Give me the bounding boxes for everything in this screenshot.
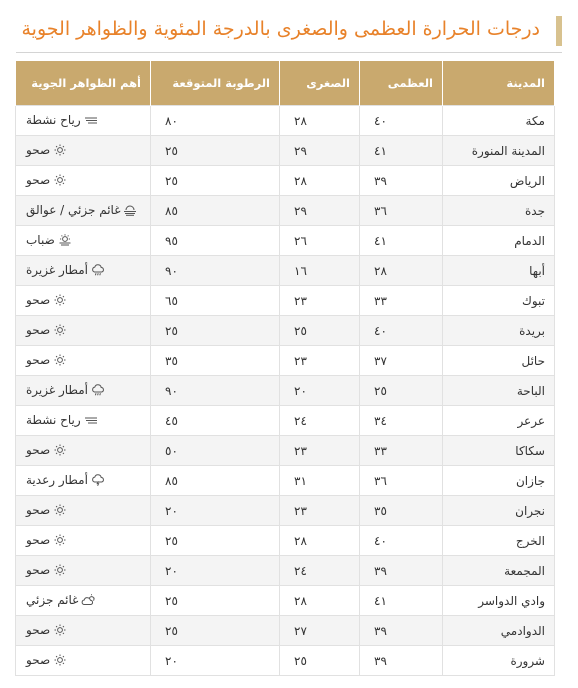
phenomena-content bbox=[26, 383, 105, 397]
table-row bbox=[16, 496, 555, 526]
cell-humidity: ٢٥ bbox=[151, 526, 280, 556]
table-row bbox=[16, 316, 555, 346]
cell-humidity: ٨٠ bbox=[151, 106, 280, 136]
cell-city: الدمام bbox=[443, 226, 555, 256]
cell-city: شرورة bbox=[443, 646, 555, 676]
cell-city: الباحة bbox=[443, 376, 555, 406]
cell-humidity: ٢٠ bbox=[151, 496, 280, 526]
table-row bbox=[16, 646, 555, 676]
wind-icon bbox=[84, 414, 98, 426]
cell-city: نجران bbox=[443, 496, 555, 526]
cell-humidity: ٨٥ bbox=[151, 196, 280, 226]
cell-max: ٣٩ bbox=[360, 166, 443, 196]
cell-phenomena bbox=[16, 496, 151, 526]
phenomena-label: رياح نشطة bbox=[26, 412, 81, 427]
cell-phenomena bbox=[16, 526, 151, 556]
cell-phenomena bbox=[16, 136, 151, 166]
cell-phenomena bbox=[16, 406, 151, 436]
sun-icon bbox=[53, 324, 67, 336]
phenomena-content bbox=[26, 593, 95, 607]
cell-phenomena bbox=[16, 346, 151, 376]
cell-min: ٢٤ bbox=[280, 406, 360, 436]
cell-city: الدوادمي bbox=[443, 616, 555, 646]
cell-city: جازان bbox=[443, 466, 555, 496]
table-row bbox=[16, 376, 555, 406]
table-row bbox=[16, 256, 555, 286]
table-row bbox=[16, 136, 555, 166]
partly-cloudy-icon bbox=[81, 594, 95, 606]
cell-max: ٤١ bbox=[360, 136, 443, 166]
title-accent-bar bbox=[556, 16, 562, 46]
cell-phenomena bbox=[16, 436, 151, 466]
cell-phenomena bbox=[16, 586, 151, 616]
header-phenomena: أهم الظواهر الجوية bbox=[16, 61, 151, 106]
phenomena-label: صحو bbox=[26, 622, 51, 637]
sun-icon bbox=[53, 294, 67, 306]
cell-city: وادي الدواسر bbox=[443, 586, 555, 616]
cell-max: ٤١ bbox=[360, 586, 443, 616]
cell-max: ٣٦ bbox=[360, 466, 443, 496]
cell-min: ٢٣ bbox=[280, 286, 360, 316]
table-row bbox=[16, 586, 555, 616]
cell-max: ٤٠ bbox=[360, 526, 443, 556]
rain-cloud-icon bbox=[91, 384, 105, 396]
cell-max: ٣٩ bbox=[360, 556, 443, 586]
cell-max: ٢٨ bbox=[360, 256, 443, 286]
page-title: درجات الحرارة العظمى والصغرى بالدرجة المئوية والظواهر الجوية bbox=[21, 18, 540, 40]
cell-min: ٢٩ bbox=[280, 136, 360, 166]
phenomena-content bbox=[26, 563, 67, 577]
phenomena-label: ضباب bbox=[26, 232, 55, 247]
cell-phenomena bbox=[16, 226, 151, 256]
cell-humidity: ٤٥ bbox=[151, 406, 280, 436]
cell-humidity: ٢٥ bbox=[151, 616, 280, 646]
sun-icon bbox=[53, 534, 67, 546]
cell-min: ٢٣ bbox=[280, 436, 360, 466]
cell-city: بريدة bbox=[443, 316, 555, 346]
table-row bbox=[16, 106, 555, 136]
table-row bbox=[16, 346, 555, 376]
cell-humidity: ٢٠ bbox=[151, 646, 280, 676]
cell-city: حائل bbox=[443, 346, 555, 376]
phenomena-label: صحو bbox=[26, 502, 51, 517]
phenomena-content bbox=[26, 323, 67, 337]
phenomena-content bbox=[26, 533, 67, 547]
cell-min: ٢٨ bbox=[280, 166, 360, 196]
cell-phenomena bbox=[16, 166, 151, 196]
cell-min: ٣١ bbox=[280, 466, 360, 496]
header-city: المدينة bbox=[443, 61, 555, 106]
cell-city: عرعر bbox=[443, 406, 555, 436]
cell-max: ٣٣ bbox=[360, 286, 443, 316]
table-row bbox=[16, 226, 555, 256]
cell-min: ٢٥ bbox=[280, 646, 360, 676]
sun-icon bbox=[53, 144, 67, 156]
phenomena-content bbox=[26, 653, 67, 667]
phenomena-label: غائم جزئي / عوالق bbox=[26, 202, 121, 217]
phenomena-label: صحو bbox=[26, 142, 51, 157]
cell-phenomena bbox=[16, 466, 151, 496]
sun-icon bbox=[53, 444, 67, 456]
cell-city: الرياض bbox=[443, 166, 555, 196]
cell-humidity: ٩٠ bbox=[151, 256, 280, 286]
cell-humidity: ٢٥ bbox=[151, 316, 280, 346]
table-row bbox=[16, 166, 555, 196]
sun-icon bbox=[53, 654, 67, 666]
cell-min: ٢٣ bbox=[280, 346, 360, 376]
cell-city: تبوك bbox=[443, 286, 555, 316]
cell-city: المجمعة bbox=[443, 556, 555, 586]
cell-max: ٣٣ bbox=[360, 436, 443, 466]
cell-humidity: ٢٥ bbox=[151, 166, 280, 196]
cell-phenomena bbox=[16, 256, 151, 286]
sun-icon bbox=[53, 624, 67, 636]
sun-icon bbox=[53, 564, 67, 576]
cell-phenomena bbox=[16, 556, 151, 586]
phenomena-content bbox=[26, 473, 105, 487]
phenomena-content bbox=[26, 233, 72, 247]
phenomena-content bbox=[26, 413, 98, 427]
cell-phenomena bbox=[16, 646, 151, 676]
cell-min: ٢٨ bbox=[280, 526, 360, 556]
header-humidity: الرطوبة المتوقعة bbox=[151, 61, 280, 106]
phenomena-label: صحو bbox=[26, 292, 51, 307]
cell-humidity: ٥٠ bbox=[151, 436, 280, 466]
sun-icon bbox=[53, 504, 67, 516]
cell-max: ٣٩ bbox=[360, 646, 443, 676]
phenomena-content bbox=[26, 113, 98, 127]
fog-icon bbox=[58, 234, 72, 246]
cell-max: ٣٧ bbox=[360, 346, 443, 376]
cell-phenomena bbox=[16, 286, 151, 316]
rain-cloud-icon bbox=[91, 264, 105, 276]
table-row bbox=[16, 466, 555, 496]
phenomena-label: صحو bbox=[26, 352, 51, 367]
phenomena-content bbox=[26, 353, 67, 367]
cell-city: المدينة المنورة bbox=[443, 136, 555, 166]
cell-city: جدة bbox=[443, 196, 555, 226]
table-body bbox=[16, 106, 555, 676]
table-row bbox=[16, 526, 555, 556]
cell-city: أبها bbox=[443, 256, 555, 286]
phenomena-label: أمطار غزيرة bbox=[26, 382, 89, 397]
cell-max: ٢٥ bbox=[360, 376, 443, 406]
phenomena-content bbox=[26, 503, 67, 517]
phenomena-label: صحو bbox=[26, 652, 51, 667]
phenomena-label: رياح نشطة bbox=[26, 112, 81, 127]
haze-icon bbox=[123, 204, 137, 216]
cell-city: الخرج bbox=[443, 526, 555, 556]
phenomena-label: أمطار غزيرة bbox=[26, 262, 89, 277]
table-row bbox=[16, 286, 555, 316]
phenomena-content bbox=[26, 623, 67, 637]
cell-phenomena bbox=[16, 376, 151, 406]
cell-min: ٢٠ bbox=[280, 376, 360, 406]
thunder-cloud-icon bbox=[91, 474, 105, 486]
cell-humidity: ٢٥ bbox=[151, 136, 280, 166]
cell-min: ٢٩ bbox=[280, 196, 360, 226]
table-row bbox=[16, 436, 555, 466]
cell-city: سكاكا bbox=[443, 436, 555, 466]
weather-table bbox=[15, 61, 555, 676]
phenomena-content bbox=[26, 263, 105, 277]
phenomena-label: صحو bbox=[26, 562, 51, 577]
cell-phenomena bbox=[16, 316, 151, 346]
phenomena-content bbox=[26, 443, 67, 457]
cell-min: ٢٨ bbox=[280, 586, 360, 616]
phenomena-label: صحو bbox=[26, 532, 51, 547]
cell-max: ٤٠ bbox=[360, 316, 443, 346]
cell-humidity: ٩٥ bbox=[151, 226, 280, 256]
cell-max: ٣٦ bbox=[360, 196, 443, 226]
wind-icon bbox=[84, 114, 98, 126]
cell-min: ٢٧ bbox=[280, 616, 360, 646]
cell-max: ٤٠ bbox=[360, 106, 443, 136]
cell-humidity: ٢٥ bbox=[151, 586, 280, 616]
cell-phenomena bbox=[16, 616, 151, 646]
cell-humidity: ٩٠ bbox=[151, 376, 280, 406]
cell-max: ٣٥ bbox=[360, 496, 443, 526]
cell-min: ٢٨ bbox=[280, 106, 360, 136]
header-min: الصغرى bbox=[280, 61, 360, 106]
cell-min: ١٦ bbox=[280, 256, 360, 286]
phenomena-label: صحو bbox=[26, 172, 51, 187]
cell-humidity: ٣٥ bbox=[151, 346, 280, 376]
cell-max: ٣٩ bbox=[360, 616, 443, 646]
cell-humidity: ٢٠ bbox=[151, 556, 280, 586]
cell-city: مكة bbox=[443, 106, 555, 136]
table-row bbox=[16, 556, 555, 586]
title-divider bbox=[16, 52, 562, 53]
cell-phenomena bbox=[16, 196, 151, 226]
cell-humidity: ٦٥ bbox=[151, 286, 280, 316]
sun-icon bbox=[53, 354, 67, 366]
phenomena-content bbox=[26, 293, 67, 307]
table-row bbox=[16, 616, 555, 646]
cell-max: ٤١ bbox=[360, 226, 443, 256]
cell-min: ٢٣ bbox=[280, 496, 360, 526]
cell-min: ٢٦ bbox=[280, 226, 360, 256]
phenomena-content bbox=[26, 203, 137, 217]
table-row bbox=[16, 196, 555, 226]
phenomena-label: صحو bbox=[26, 322, 51, 337]
phenomena-label: غائم جزئي bbox=[26, 592, 79, 607]
phenomena-content bbox=[26, 143, 67, 157]
cell-min: ٢٤ bbox=[280, 556, 360, 586]
sun-icon bbox=[53, 174, 67, 186]
header-max: العظمى bbox=[360, 61, 443, 106]
cell-phenomena bbox=[16, 106, 151, 136]
title-row bbox=[16, 14, 562, 52]
cell-max: ٣٤ bbox=[360, 406, 443, 436]
phenomena-label: أمطار رعدية bbox=[26, 472, 88, 487]
cell-min: ٢٥ bbox=[280, 316, 360, 346]
phenomena-content bbox=[26, 173, 67, 187]
phenomena-label: صحو bbox=[26, 442, 51, 457]
cell-humidity: ٨٥ bbox=[151, 466, 280, 496]
table-row bbox=[16, 406, 555, 436]
table-header-row bbox=[16, 61, 555, 106]
